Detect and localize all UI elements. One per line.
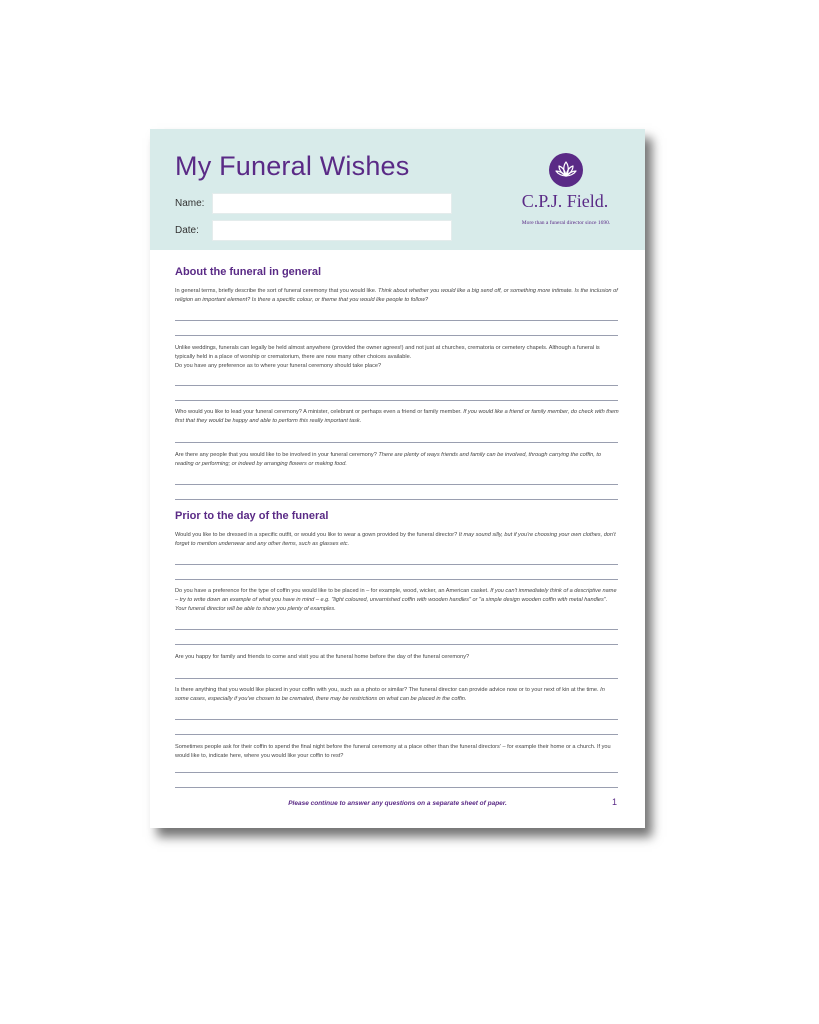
answer-line[interactable] — [175, 678, 618, 679]
date-label: Date: — [175, 225, 199, 236]
name-field[interactable] — [212, 193, 452, 214]
question-outfit — [175, 531, 620, 549]
question-hint: If you can't immediately think of a descriptive name – try to write down an example of what you have in mind – e.g. "light coloured, unvarnished coffin with wooden handles" or "a simple design wooden coffin with metal handles". Your funeral director will be able to show you plenty of examples. — [175, 588, 617, 612]
question-ceremony-leader — [175, 408, 620, 426]
question-text: Do you have a preference for the type of coffin you would like to be placed in – for example, wood, wicker, an American casket. — [175, 588, 491, 594]
question-text: Unlike weddings, funerals can legally be held almost anywhere (provided the owner agrees!) and not just at churches, crematoria or cemetery chapels. Although a funeral is typically held in a place of worship or crematorium, there are now many other choices available. — [175, 345, 600, 360]
question-ceremony-location — [175, 344, 620, 371]
question-coffin-rest — [175, 743, 620, 761]
answer-line[interactable] — [175, 629, 618, 630]
answer-line[interactable] — [175, 400, 618, 401]
question-text: Do you have any preference as to where your funeral ceremony should take place? — [175, 363, 382, 369]
section-heading-general: About the funeral in general — [175, 266, 322, 278]
answer-line[interactable] — [175, 320, 618, 321]
answer-line[interactable] — [175, 484, 618, 485]
question-hint: There are plenty of ways friends and family can be involved, through carrying the coffin, to reading or performing; or indeed by arranging flowers or making food. — [175, 452, 601, 467]
answer-line[interactable] — [175, 335, 618, 336]
question-hint: In some cases, especially if you've chosen to be cremated, there may be restrictions on what can be placed in the coffin. — [175, 687, 605, 702]
name-label: Name: — [175, 198, 205, 209]
question-ceremony-type — [175, 287, 620, 305]
footer-note: Please continue to answer any questions on a separate sheet of paper. — [288, 800, 507, 807]
question-text: Are you happy for family and friends to come and visit you at the funeral home before the day of the funeral ceremony? — [175, 654, 470, 660]
answer-line[interactable] — [175, 644, 618, 645]
answer-line[interactable] — [175, 564, 618, 565]
brand-name: C.P.J. Field. — [521, 191, 609, 211]
question-coffin-type — [175, 587, 620, 614]
question-hint: If you would like a friend or family member, do check with them first that they would be happy and able to perform this really important task. — [175, 409, 619, 424]
page-number: 1 — [612, 797, 618, 807]
date-field[interactable] — [212, 220, 452, 241]
question-hint: It may sound silly, but if you're choosing your own clothes, don't forget to mention underwear and any other items, such as glasses etc. — [175, 532, 616, 547]
section-heading-prior: Prior to the day of the funeral — [175, 510, 329, 522]
question-hint: Think about whether you would like a big send off, or something more intimate. Is the inclusion of religion an important element? Is there a specific colour, or theme that you would like people to follow? — [175, 288, 618, 303]
answer-line[interactable] — [175, 442, 618, 443]
answer-line[interactable] — [175, 734, 618, 735]
question-text: Sometimes people ask for their coffin to spend the final night before the funeral ceremony at a place other than the funeral directors' – for example their home or a church. If you would like to, indicate here, where you would like your coffin to rest? — [175, 744, 611, 759]
question-visits — [175, 653, 620, 662]
answer-line[interactable] — [175, 579, 618, 580]
brand-tagline: More than a funeral director since 1690. — [521, 220, 611, 226]
funeral-wishes-form — [150, 129, 645, 828]
question-text: Are there any people that you would like to be involved in your funeral ceremony? — [175, 452, 379, 458]
answer-line[interactable] — [175, 772, 618, 773]
answer-line[interactable] — [175, 719, 618, 720]
question-coffin-items — [175, 686, 620, 704]
answer-line[interactable] — [175, 385, 618, 386]
question-text: Who would you like to lead your funeral ceremony? A minister, celebrant or perhaps even a friend or family member. — [175, 409, 464, 415]
answer-line[interactable] — [175, 499, 618, 500]
answer-line[interactable] — [175, 787, 618, 788]
lotus-flower-icon — [549, 153, 583, 187]
question-text: Would you like to be dressed in a specific outfit, or would you like to wear a gown provided by the funeral director? — [175, 532, 459, 538]
question-text: Is there anything that you would like placed in your coffin with you, such as a photo or similar? The funeral director can provide advice now or to your next of kin at the time. — [175, 687, 601, 693]
form-header — [150, 129, 645, 250]
question-text: In general terms, briefly describe the sort of funeral ceremony that you would like. — [175, 288, 379, 294]
question-people-involved — [175, 451, 620, 469]
page-title: My Funeral Wishes — [175, 151, 410, 181]
